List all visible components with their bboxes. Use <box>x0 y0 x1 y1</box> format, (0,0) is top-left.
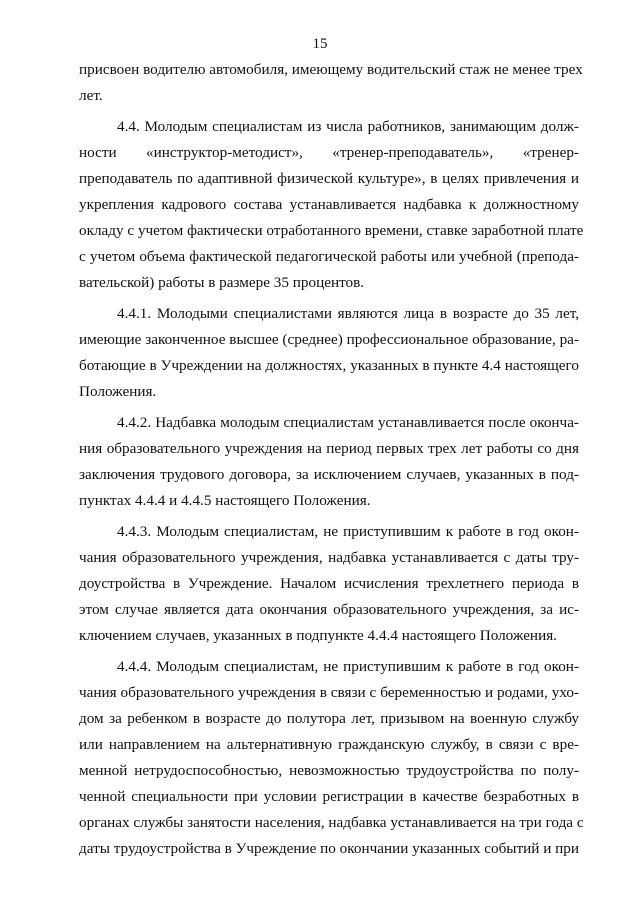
text-line: присвоен водителю автомобиля, имеющему водительский стаж не менее трех <box>79 61 583 78</box>
text-line: ботающие в Учреждении на должностях, указанных в пункте 4.4 настоящего <box>79 357 579 374</box>
text-line: Положения. <box>79 383 157 400</box>
paragraph-first-line: 4.4.1. Молодыми специалистами являются лица в возрасте до 35 лет, <box>117 305 579 322</box>
text-line: чания образовательного учреждения, надбавка устанавливается с даты тру- <box>79 549 579 566</box>
text-line: органах службы занятости населения, надбавка устанавливается на три года с <box>79 814 584 831</box>
text-line: вательской) работы в размере 35 процентов. <box>79 274 365 291</box>
text-line: ченной специальности при условии регистрации в качестве безработных в <box>79 788 579 805</box>
text-line: доустройства в Учреждение. Началом исчисления трехлетнего периода в <box>79 575 579 592</box>
text-line: ности «инструктор-методист», «тренер-преподаватель», «тренер- <box>79 144 579 161</box>
text-line: ключением случаев, указанных в подпункте 4.4.4 настоящего Положения. <box>79 627 557 644</box>
text-line: чания образовательного учреждения в связи с беременностью и родами, ухо- <box>79 684 579 701</box>
text-line: преподаватель по адаптивной физической культуре», в целях привлечения и <box>79 170 579 187</box>
text-line: окладу с учетом фактически отработанного времени, ставке заработной плате <box>79 222 584 239</box>
paragraph-first-line: 4.4. Молодым специалистам из числа работников, занимающим долж- <box>117 118 579 135</box>
text-line: имеющие законченное высшее (среднее) профессиональное образование, ра- <box>79 331 579 348</box>
text-line: заключения трудового договора, за исключением случаев, указанных в под- <box>79 466 579 483</box>
text-line: этом случае является дата окончания образовательного учреждения, за ис- <box>79 601 579 618</box>
text-line: дом за ребенком в возрасте до полутора лет, призывом на военную службу <box>79 710 579 727</box>
paragraph-first-line: 4.4.4. Молодым специалистам, не приступившим к работе в год окон- <box>117 658 579 675</box>
page-number: 15 <box>312 36 328 52</box>
text-line: даты трудоустройства в Учреждение по окончании указанных событий и при <box>79 840 579 857</box>
paragraph-first-line: 4.4.3. Молодым специалистам, не приступившим к работе в год окон- <box>117 523 579 540</box>
text-line: менной нетрудоспособностью, невозможностью трудоустройства по полу- <box>79 762 579 779</box>
text-line: укрепления кадрового состава устанавливается надбавка к должностному <box>79 196 579 213</box>
text-line: пунктах 4.4.4 и 4.4.5 настоящего Положения. <box>79 492 371 509</box>
text-line: ния образовательного учреждения на период первых трех лет работы со дня <box>79 440 579 457</box>
text-line: с учетом объема фактической педагогической работы или учебной (препода- <box>79 248 579 265</box>
text-line: или направлением на альтернативную гражданскую службу, в связи с вре- <box>79 736 579 753</box>
text-line: лет. <box>79 87 103 104</box>
paragraph-first-line: 4.4.2. Надбавка молодым специалистам устанавливается после оконча- <box>117 414 579 431</box>
